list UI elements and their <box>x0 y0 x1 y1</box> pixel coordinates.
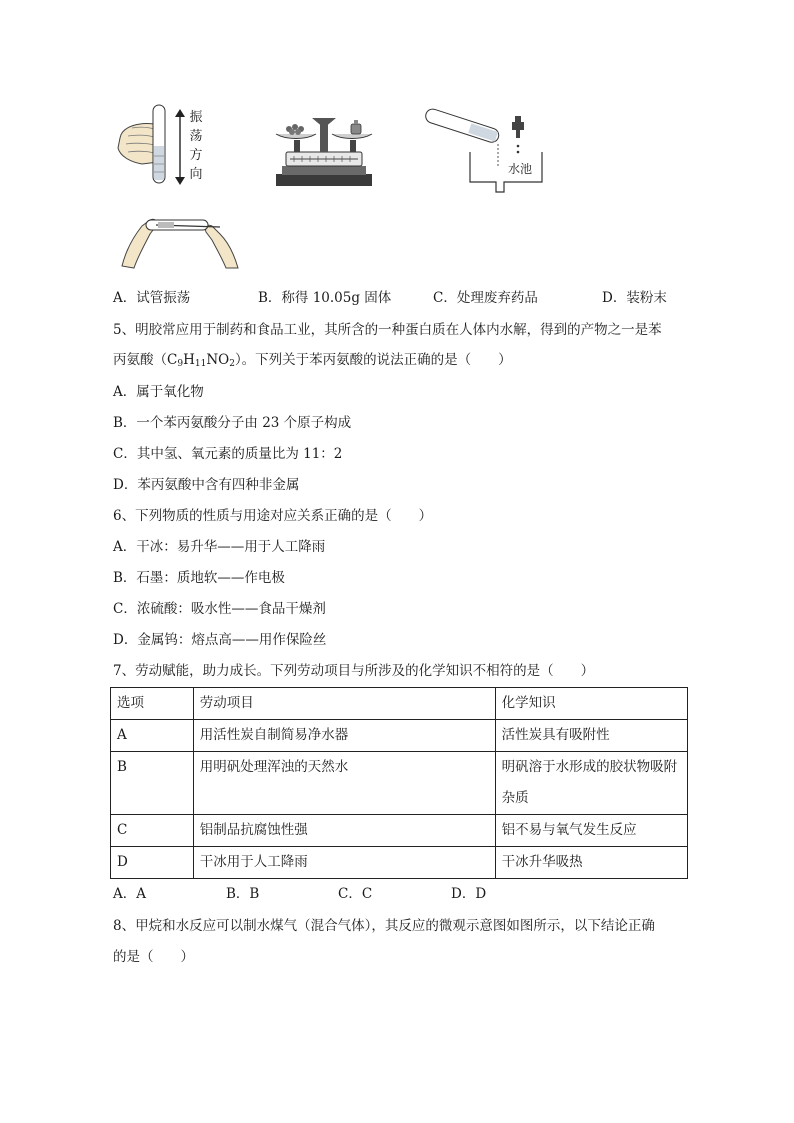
q8-stem-line2: 的是（ ） <box>113 949 194 965</box>
row-b-knowledge: 明矾溶于水形成的胶状物吸附杂质 <box>495 752 687 815</box>
q6-option-c: C．浓硫酸：吸水性——食品干燥剂 <box>113 601 326 617</box>
table-header-row <box>111 688 688 720</box>
q5-option-c: C．其中氢、氧元素的质量比为 11：2 <box>113 446 343 462</box>
header-chem-knowledge: 化学知识 <box>495 688 687 720</box>
q4-option-b: B．称得 10.05g 固体 <box>258 290 392 306</box>
figure-sink-disposal <box>420 108 544 194</box>
q5-option-d: D．苯丙氨酸中含有四种非金属 <box>113 477 300 493</box>
hands-test-tube-icon <box>116 206 244 272</box>
q5-stem-pre: 丙氨酸（C <box>113 352 178 368</box>
formula-sub-2: 2 <box>229 359 235 369</box>
q5-stem-line2 <box>113 350 512 374</box>
table-row <box>111 720 688 752</box>
q8-stem-line1: 8、甲烷和水反应可以制水煤气（混合气体），其反应的微观示意图如图所示，以下结论正确 <box>113 918 655 934</box>
row-d-knowledge: 干冰升华吸热 <box>495 847 687 879</box>
row-c-knowledge: 铝不易与氧气发生反应 <box>495 815 687 847</box>
row-d-item: 干冰用于人工降雨 <box>193 847 495 879</box>
header-labor-item: 劳动项目 <box>193 688 495 720</box>
header-option: 选项 <box>111 688 194 720</box>
q6-option-a: A．干冰：易升华——用于人工降雨 <box>113 539 326 555</box>
figure-balance <box>272 112 376 190</box>
row-a-option: A <box>111 720 194 752</box>
formula-sub-9: 9 <box>177 359 184 369</box>
figure-loading-powder <box>116 206 244 272</box>
table-row <box>111 815 688 847</box>
q5-option-b: B．一个苯丙氨酸分子由 23 个原子构成 <box>113 415 352 431</box>
q4-option-d: D．装粉末 <box>602 290 667 306</box>
formula-h: H <box>183 352 195 368</box>
row-c-item: 铝制品抗腐蚀性强 <box>193 815 495 847</box>
row-b-option: B <box>111 752 194 815</box>
shake-label-4: 向 <box>189 167 203 182</box>
q7-answer-d: D．D <box>451 886 487 902</box>
balance-icon <box>272 112 376 190</box>
table-row <box>111 752 688 815</box>
q5-option-a: A．属于氧化物 <box>113 384 204 400</box>
formula-no: NO <box>206 352 230 368</box>
q6-stem: 6、下列物质的性质与用途对应关系正确的是（ ） <box>113 508 433 524</box>
q7-answer-a: A．A <box>113 886 146 902</box>
formula-sub-11: 11 <box>194 359 207 369</box>
row-a-knowledge: 活性炭具有吸附性 <box>495 720 687 752</box>
shake-label-3: 方 <box>189 148 203 163</box>
q4-option-a: A．试管振荡 <box>113 290 191 306</box>
q7-answer-b: B．B <box>226 886 260 902</box>
row-d-option: D <box>111 847 194 879</box>
q7-stem: 7、劳动赋能，助力成长。下列劳动项目与所涉及的化学知识不相符的是（ ） <box>113 663 595 679</box>
q4-option-c: C．处理废弃药品 <box>433 290 538 306</box>
sink-disposal-icon <box>420 108 544 194</box>
row-b-item: 用明矾处理浑浊的天然水 <box>193 752 495 815</box>
shake-label-1: 振 <box>189 110 203 125</box>
row-c-option: C <box>111 815 194 847</box>
q5-stem-post: ）。下列关于苯丙氨酸的说法正确的是（ ） <box>234 352 512 368</box>
q6-option-b: B．石墨：质地软——作电极 <box>113 570 285 586</box>
q7-answer-c: C．C <box>338 886 373 902</box>
table-row <box>111 847 688 879</box>
double-arrow-icon <box>174 108 186 186</box>
figure-test-tube-shaking <box>112 100 212 192</box>
row-a-item: 用活性炭自制简易净水器 <box>193 720 495 752</box>
q5-stem-line1: 5、明胶常应用于制药和食品工业，其所含的一种蛋白质在人体内水解，得到的产物之一是苯 <box>113 322 662 338</box>
sink-label: 水池 <box>508 162 533 176</box>
q7-table <box>110 687 688 879</box>
q6-option-d: D．金属钨：熔点高——用作保险丝 <box>113 632 327 648</box>
shake-label-2: 荡 <box>189 129 203 144</box>
